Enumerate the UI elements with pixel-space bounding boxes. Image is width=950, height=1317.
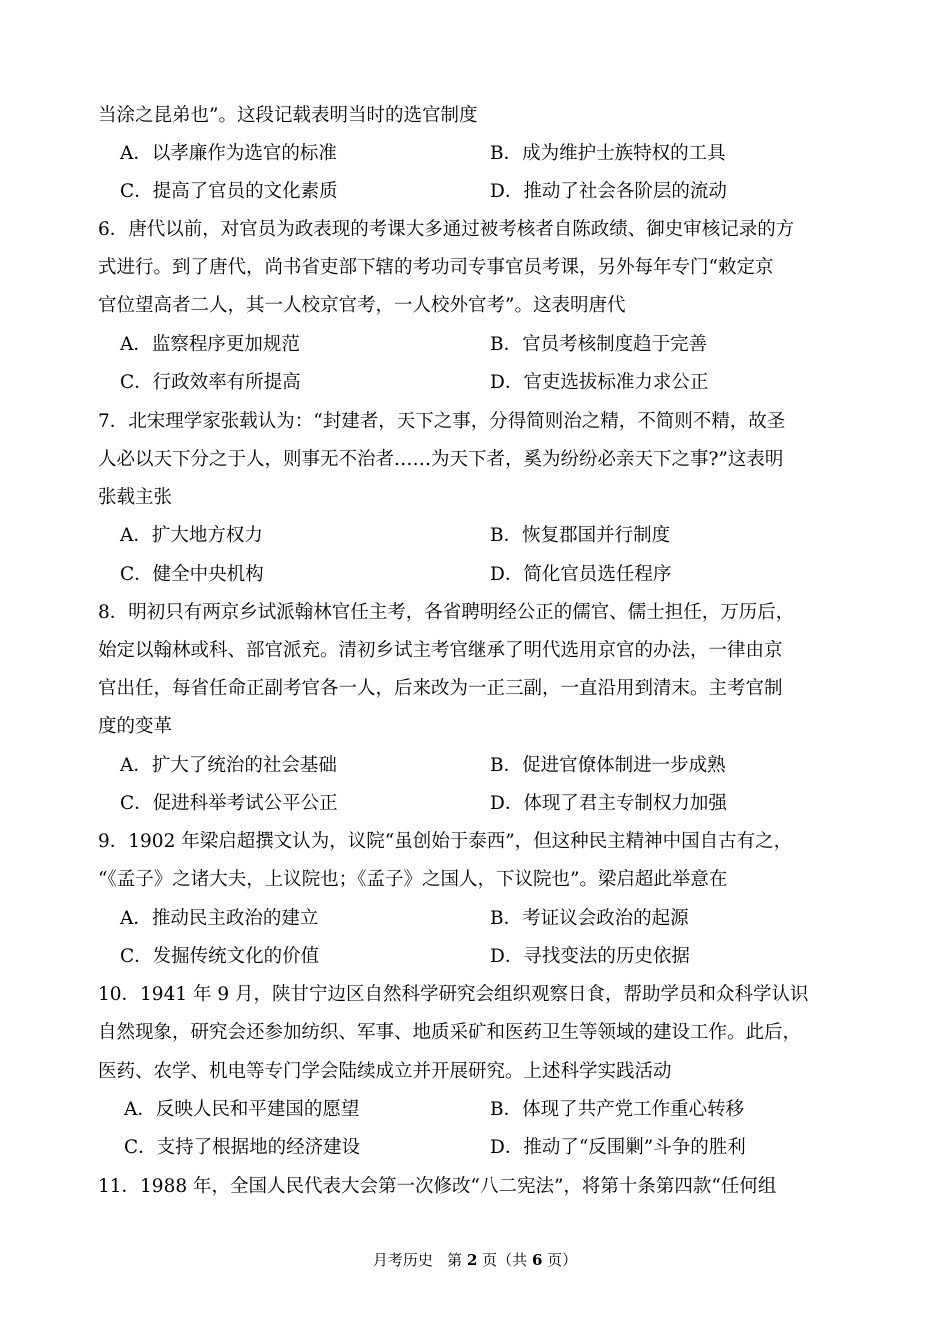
option-c: C．行政效率有所提高 (120, 372, 301, 393)
option-d: D．推动了社会各阶层的流动 (490, 181, 727, 202)
option-d: D．推动了“反围剿”斗争的胜利 (490, 1137, 746, 1158)
option-c: C．发掘传统文化的价值 (120, 946, 320, 967)
option-b: B．体现了共产党工作重心转移 (490, 1099, 745, 1120)
options-row (0, 563, 950, 587)
option-b: B．促进官僚体制进一步成熟 (490, 755, 726, 776)
option-a: A．推动民主政治的建立 (120, 908, 319, 929)
question-7-line: 7．北宋理学家张载认为：“封建者，天下之事，分得简则治之精，不简则不精，故圣 (98, 411, 786, 432)
option-c: C．促进科举考试公平公正 (120, 793, 338, 814)
option-a: A．反映人民和平建国的愿望 (124, 1099, 360, 1120)
options-row (0, 371, 950, 395)
question-text-line: 当涂之昆弟也”。这段记载表明当时的选官制度 (98, 105, 478, 126)
footer-subject: 月考历史 (372, 1251, 433, 1269)
option-c: C．支持了根据地的经济建设 (124, 1137, 361, 1158)
question-11-line: 11．1988 年，全国人民代表大会第一次修改“八二宪法”，将第十条第四款“任何组 (98, 1176, 777, 1197)
option-b: B．恢复郡国并行制度 (490, 525, 671, 546)
option-a: A．扩大了统治的社会基础 (120, 755, 337, 776)
question-6-line: 6．唐代以前，对官员为政表现的考课大多通过被考核者自陈政绩、御史审核记录的方 (98, 219, 795, 240)
option-d: D．官吏选拔标准力求公正 (490, 372, 709, 393)
question-7-line: 人必以天下分之于人，则事无不治者……为天下者，奚为纷纷必亲天下之事?”这表明 (98, 449, 784, 470)
options-row (0, 945, 950, 969)
option-c: C．健全中央机构 (120, 564, 264, 585)
question-6-line: 式进行。到了唐代，尚书省吏部下辖的考功司专事官员考课，另外每年专门“敕定京 (98, 257, 774, 278)
question-8-line: 始定以翰林或科、部官派充。清初乡试主考官继承了明代选用京官的办法，一律由京 (98, 640, 783, 661)
options-row (0, 524, 950, 548)
option-d: D．简化官员选任程序 (490, 564, 672, 585)
footer-page-mid: 页（共 (482, 1251, 528, 1269)
options-row (0, 333, 950, 357)
footer-page-prefix: 第 (447, 1251, 463, 1269)
option-c: C．提高了官员的文化素质 (120, 181, 338, 202)
options-row (0, 792, 950, 816)
question-7-line: 张载主张 (98, 487, 173, 508)
footer-total-pages: 6 (531, 1251, 543, 1269)
option-d: D．寻找变法的历史依据 (490, 946, 690, 967)
option-a: A．监察程序更加规范 (120, 334, 300, 355)
option-a: A．以孝廉作为选官的标准 (120, 143, 337, 164)
question-10-line: 自然现象，研究会还参加纺织、军事、地质采矿和医药卫生等领域的建设工作。此后， (98, 1022, 802, 1043)
question-8-line: 8．明初只有两京乡试派翰林官任主考，各省聘明经公正的儒官、儒士担任，万历后， (98, 602, 795, 623)
options-row (0, 142, 950, 166)
options-row (0, 1098, 950, 1122)
option-b: B．官员考核制度趋于完善 (490, 334, 708, 355)
option-a: A．扩大地方权力 (120, 525, 263, 546)
question-8-line: 度的变革 (98, 716, 173, 737)
options-row (0, 180, 950, 204)
question-9-line: 9．1902 年梁启超撰文认为，议院“虽创始于泰西”，但这种民主精神中国自古有之， (98, 831, 793, 852)
question-9-line: “《孟子》之诸大夫，上议院也；《孟子》之国人，下议院也”。梁启超此举意在 (98, 869, 728, 890)
options-row (0, 1136, 950, 1160)
options-row (0, 754, 950, 778)
page-footer (0, 1250, 950, 1270)
question-10-line: 10．1941 年 9 月，陕甘宁边区自然科学研究会组织观察日食，帮助学员和众科学认识 (98, 984, 809, 1005)
question-10-line: 医药、农学、机电等专门学会陆续成立并开展研究。上述科学实践活动 (98, 1061, 672, 1082)
options-row (0, 907, 950, 931)
footer-page-suffix: 页） (547, 1251, 578, 1269)
option-b: B．成为维护士族特权的工具 (490, 143, 726, 164)
option-d: D．体现了君主专制权力加强 (490, 793, 727, 814)
option-b: B．考证议会政治的起源 (490, 908, 689, 929)
question-8-line: 官出任，每省任命正副考官各一人，后来改为一正三副，一直沿用到清末。主考官制 (98, 678, 783, 699)
question-6-line: 官位望高者二人，其一人校京官考，一人校外官考”。这表明唐代 (98, 295, 626, 316)
footer-page-number: 2 (466, 1251, 478, 1269)
